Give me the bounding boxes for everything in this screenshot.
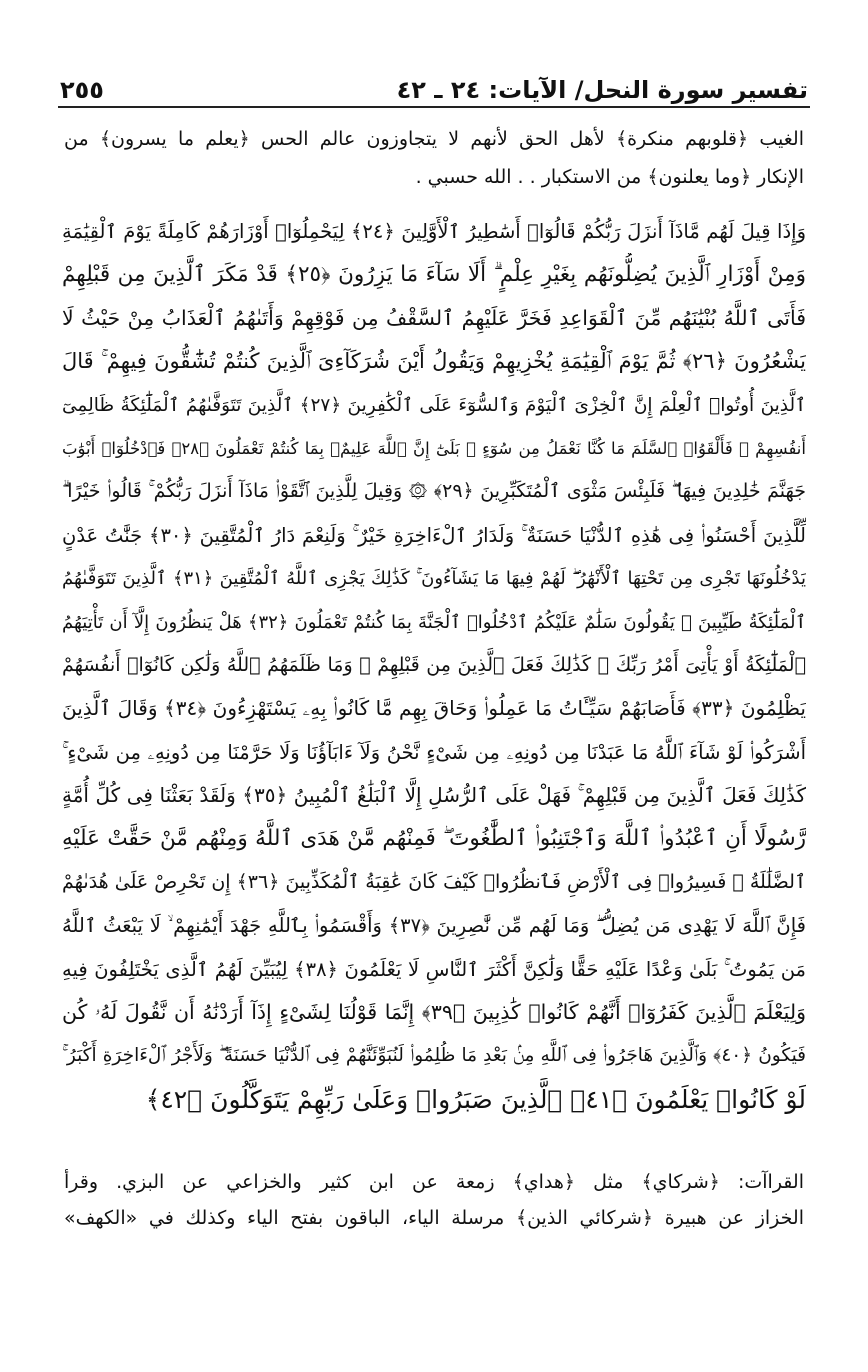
verse-line: ٱلْمَلَٰٓئِكَةُ أَوْ يَأْتِىَ أَمْرُ رَبِّكَ ۚ كَذَٰلِكَ فَعَلَ ٱلَّذِينَ مِن قَبْلِهِمْ ۚ وَمَا ظَلَمَهُمُ ٱللَّهُ وَلَٰكِن كَانُوٓا۟ أَنفُسَهُمْ (62, 653, 806, 676)
verse-line: ٱلْمَلَٰٓئِكَةُ طَيِّبِينَ ۙ يَقُولُونَ سَلَٰمٌ عَلَيْكُمُ ٱدْخُلُوا۟ ٱلْجَنَّةَ بِمَا كُنتُمْ تَعْمَلُونَ ﴿٣٢﴾ هَلْ يَنظُرُونَ إِلَّآ أَن تَأْتِيَهُمُ (62, 611, 806, 633)
verse-line: رَّسُولًا أَنِ ٱعْبُدُوا۟ ٱللَّهَ وَٱجْتَنِبُوا۟ ٱلطَّٰغُوتَ ۖ فَمِنْهُم مَّنْ هَدَى ٱللَّهُ وَمِنْهُم مَّنْ حَقَّتْ عَلَيْهِ (62, 826, 806, 852)
verse-line: لِّلَّذِينَ أَحْسَنُوا۟ فِى هَٰذِهِ ٱلدُّنْيَا حَسَنَةٌ ۚ وَلَدَارُ ٱلْءَاخِرَةِ خَيْرٌ ۚ وَلَنِعْمَ دَارُ ٱلْمُتَّقِينَ ﴿٣٠﴾ جَنَّٰتُ عَدْنٍ (62, 523, 806, 547)
readings-line: القراآت: ﴿شركاي﴾ مثل ﴿هداي﴾ زمعة عن ابن كثير والخزاعي عن البزي. وقرأ (64, 1171, 804, 1193)
commentary-paragraph (64, 120, 804, 196)
verse-line: مَن يَمُوتُ ۚ بَلَىٰ وَعْدًا عَلَيْهِ حَقًّا وَلَٰكِنَّ أَكْثَرَ ٱلنَّاسِ لَا يَعْلَمُونَ ﴿٣٨﴾ لِيُبَيِّنَ لَهُمُ ٱلَّذِى يَخْتَلِفُونَ فِيهِ (62, 957, 806, 981)
verse-line: ٱلَّذِينَ أُوتُوا۟ ٱلْعِلْمَ إِنَّ ٱلْخِزْىَ ٱلْيَوْمَ وَٱلسُّوٓءَ عَلَى ٱلْكَٰفِرِينَ ﴿٢٧﴾ ٱلَّذِينَ تَتَوَفَّىٰهُمُ ٱلْمَلَٰٓئِكَةُ ظَالِمِىٓ (62, 394, 806, 416)
readings-paragraph (64, 1164, 804, 1236)
commentary-line: الإنكار ﴿وما يعلنون﴾ من الاستكبار . . الله حسبي . (415, 166, 804, 188)
header-divider (58, 106, 810, 108)
readings-line: الخزاز عن هبيرة ﴿شركائي الذين﴾ مرسلة الياء، الباقون بفتح الياء وكذلك في «الكهف» (64, 1207, 804, 1229)
verse-line: أَنفُسِهِمْ ۖ فَأَلْقَوُا۟ ٱلسَّلَمَ مَا كُنَّا نَعْمَلُ مِن سُوٓءٍ ۚ بَلَىٰٓ إِنَّ ٱللَّهَ عَلِيمٌۢ بِمَا كُنتُمْ تَعْمَلُونَ ﴿٢٨﴾ فَٱدْخُلُوٓا۟ أَبْوَٰبَ (62, 438, 806, 458)
verse-line: جَهَنَّمَ خَٰلِدِينَ فِيهَا ۖ فَلَبِئْسَ مَثْوَى ٱلْمُتَكَبِّرِينَ ﴿٢٩﴾ ۞ وَقِيلَ لِلَّذِينَ ٱتَّقَوْا۟ مَاذَآ أَنزَلَ رَبُّكُمْ ۚ قَالُوا۟ خَيْرًا ۗ (62, 480, 806, 503)
verse-line: فَيَكُونُ ﴿٤٠﴾ وَٱلَّذِينَ هَاجَرُوا۟ فِى ٱللَّهِ مِنۢ بَعْدِ مَا ظُلِمُوا۟ لَنُبَوِّئَنَّهُمْ فِى ٱلدُّنْيَا حَسَنَةً ۖ وَلَأَجْرُ ٱلْءَاخِرَةِ أَكْبَرُ ۚ (62, 1045, 806, 1067)
page-number: ٢٥٥ (60, 76, 104, 104)
verse-line: لَوْ كَانُوا۟ يَعْلَمُونَ ﴿٤١﴾ ٱلَّذِينَ صَبَرُوا۟ وَعَلَىٰ رَبِّهِمْ يَتَوَكَّلُونَ ﴿٤٢﴾ (145, 1084, 806, 1114)
verse-line: وَلِيَعْلَمَ ٱلَّذِينَ كَفَرُوٓا۟ أَنَّهُمْ كَانُوا۟ كَٰذِبِينَ ﴿٣٩﴾ إِنَّمَا قَوْلُنَا لِشَىْءٍ إِذَآ أَرَدْنَٰهُ أَن نَّقُولَ لَهُۥ كُن (62, 1000, 806, 1025)
verse-line: وَإِذَا قِيلَ لَهُم مَّاذَآ أَنزَلَ رَبُّكُمْ قَالُوٓا۟ أَسَٰطِيرُ ٱلْأَوَّلِينَ ﴿٢٤﴾ لِيَحْمِلُوٓا۟ أَوْزَارَهُمْ كَامِلَةً يَوْمَ ٱلْقِيَٰمَةِ (62, 220, 806, 243)
verse-line: فَأَتَى ٱللَّهُ بُنْيَٰنَهُم مِّنَ ٱلْقَوَاعِدِ فَخَرَّ عَلَيْهِمُ ٱلسَّقْفُ مِن فَوْقِهِمْ وَأَتَىٰهُمُ ٱلْعَذَابُ مِنْ حَيْثُ لَا (62, 305, 806, 330)
quran-verses-block (62, 210, 806, 1121)
page-header (60, 58, 808, 104)
verse-line: يَشْعُرُونَ ﴿٢٦﴾ ثُمَّ يَوْمَ ٱلْقِيَٰمَةِ يُخْزِيهِمْ وَيَقُولُ أَيْنَ شُرَكَآءِىَ ٱلَّذِينَ كُنتُمْ تُشَٰٓقُّونَ فِيهِمْ ۚ قَالَ (62, 349, 806, 374)
verse-line: ٱلضَّلَٰلَةُ ۚ فَسِيرُوا۟ فِى ٱلْأَرْضِ فَٱنظُرُوا۟ كَيْفَ كَانَ عَٰقِبَةُ ٱلْمُكَذِّبِينَ ﴿٣٦﴾ إِن تَحْرِصْ عَلَىٰ هُدَىٰهُمْ (62, 870, 806, 893)
verse-line: وَمِنْ أَوْزَارِ ٱلَّذِينَ يُضِلُّونَهُم بِغَيْرِ عِلْمٍ ۗ أَلَا سَآءَ مَا يَزِرُونَ ﴿٢٥﴾ قَدْ مَكَرَ ٱلَّذِينَ مِن قَبْلِهِمْ (62, 262, 806, 288)
verse-line: يَدْخُلُونَهَا تَجْرِى مِن تَحْتِهَا ٱلْأَنْهَٰرُ ۖ لَهُمْ فِيهَا مَا يَشَآءُونَ ۚ كَذَٰلِكَ يَجْزِى ٱللَّهُ ٱلْمُتَّقِينَ ﴿٣١﴾ ٱلَّذِينَ تَتَوَفَّىٰهُمُ (62, 568, 806, 590)
commentary-line: الغيب ﴿قلوبهم منكرة﴾ لأهل الحق لأنهم لا يتجاوزون عالم الحس ﴿يعلم ما يسرون﴾ من (64, 128, 804, 150)
verse-line: أَشْرَكُوا۟ لَوْ شَآءَ ٱللَّهُ مَا عَبَدْنَا مِن دُونِهِۦ مِن شَىْءٍ نَّحْنُ وَلَآ ءَابَآؤُنَا وَلَا حَرَّمْنَا مِن دُونِهِۦ مِن شَىْءٍ ۚ (62, 740, 806, 764)
running-title: تفسير سورة النحل/ الآيات: ٢٤ ـ ٤٢ (396, 76, 808, 104)
verse-line: يَظْلِمُونَ ﴿٣٣﴾ فَأَصَابَهُمْ سَيِّـَٔاتُ مَا عَمِلُوا۟ وَحَاقَ بِهِم مَّا كَانُوا۟ بِهِۦ يَسْتَهْزِءُونَ ﴿٣٤﴾ وَقَالَ ٱلَّذِينَ (62, 696, 806, 721)
verse-line: كَذَٰلِكَ فَعَلَ ٱلَّذِينَ مِن قَبْلِهِمْ ۚ فَهَلْ عَلَى ٱلرُّسُلِ إِلَّا ٱلْبَلَٰغُ ٱلْمُبِينُ ﴿٣٥﴾ وَلَقَدْ بَعَثْنَا فِى كُلِّ أُمَّةٍ (62, 783, 806, 808)
verse-line: فَإِنَّ ٱللَّهَ لَا يَهْدِى مَن يُضِلُّ ۖ وَمَا لَهُم مِّن نَّٰصِرِينَ ﴿٣٧﴾ وَأَقْسَمُوا۟ بِٱللَّهِ جَهْدَ أَيْمَٰنِهِمْ ۙ لَا يَبْعَثُ ٱللَّهُ (62, 914, 806, 938)
